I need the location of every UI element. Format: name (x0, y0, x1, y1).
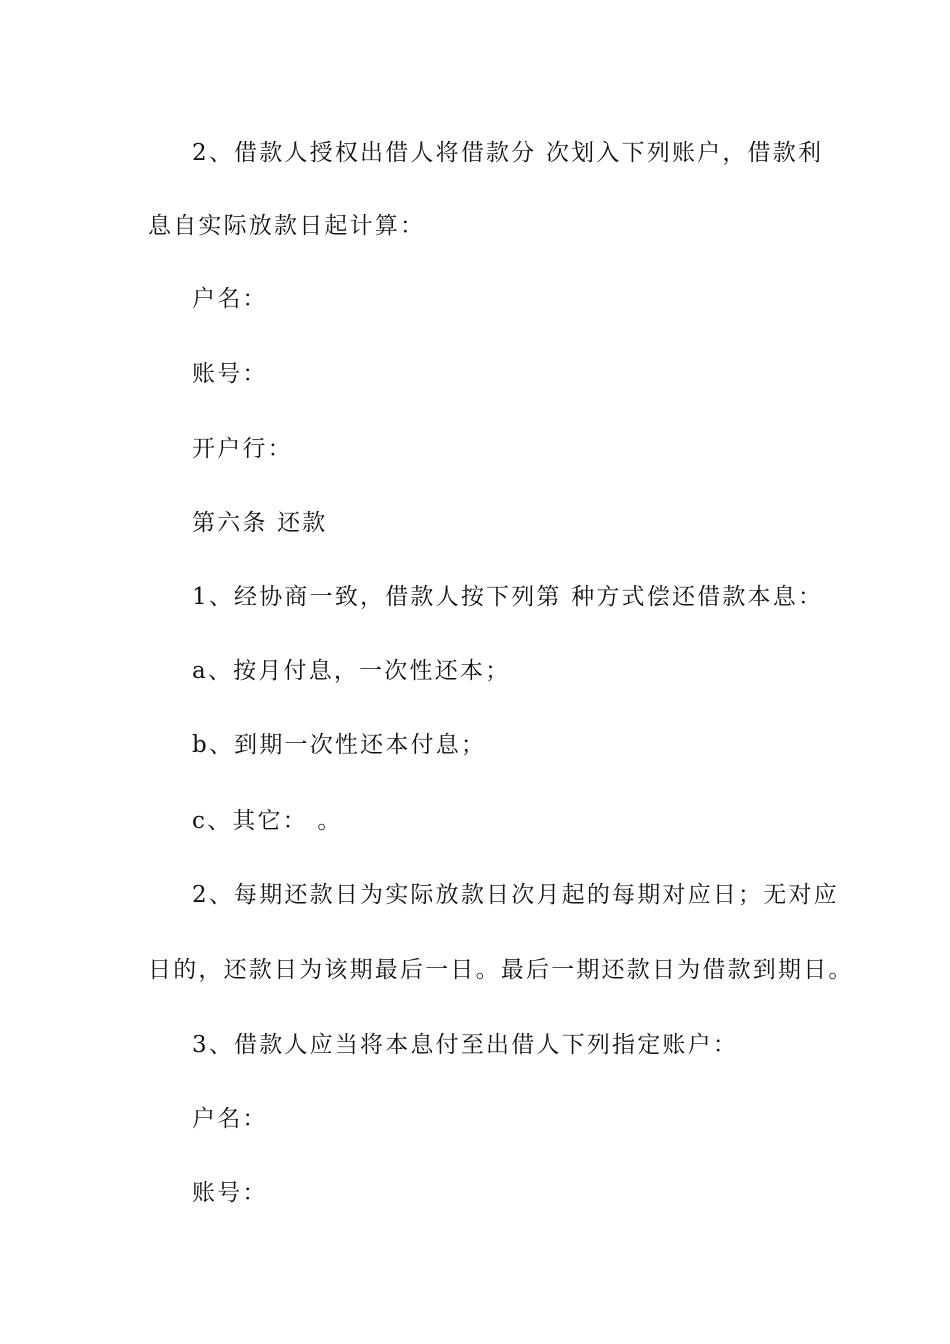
section-heading: 第六条 还款 (192, 510, 328, 536)
paragraph-line-15: 账号： (192, 1180, 268, 1206)
paragraph-line-10: c、其它： 。 (192, 808, 343, 834)
paragraph-line-9: b、到期一次性还本付息； (192, 732, 487, 758)
paragraph-line-7: 1、经协商一致，借款人按下列第 种方式偿还借款本息： (192, 584, 824, 610)
paragraph-line-14: 户名： (192, 1106, 268, 1132)
paragraph-line-1: 2、借款人授权出借人将借款分 次划入下列账户，借款利 (192, 140, 824, 166)
paragraph-line-13: 3、借款人应当将本息付至出借人下列指定账户： (192, 1032, 739, 1058)
paragraph-line-8: a、按月付息，一次性还本； (192, 658, 511, 684)
paragraph-line-3: 户名： (192, 286, 268, 312)
paragraph-line-4: 账号： (192, 361, 268, 387)
paragraph-line-2: 息自实际放款日起计算： (148, 213, 426, 239)
paragraph-line-12: 日的，还款日为该期最后一日。最后一期还款日为借款到期日。 (148, 957, 854, 983)
paragraph-line-11: 2、每期还款日为实际放款日次月起的每期对应日；无对应 (192, 882, 839, 908)
paragraph-line-5: 开户行： (192, 436, 293, 462)
